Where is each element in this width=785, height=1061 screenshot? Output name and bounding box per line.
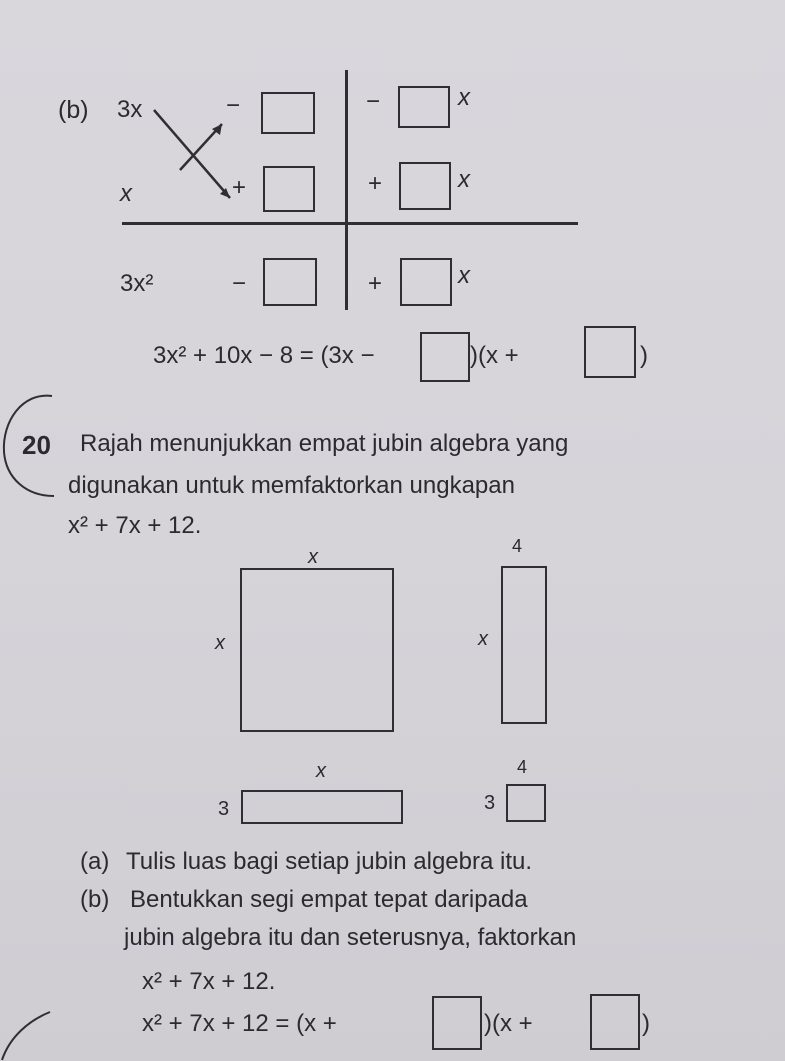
- q20-equation-end: ): [642, 1010, 650, 1037]
- q20-equation-blank-box-2[interactable]: [590, 994, 640, 1050]
- row2-mid-sign: +: [232, 174, 247, 201]
- result-mid-sign: −: [232, 270, 247, 297]
- result-left-term: 3x²: [120, 270, 154, 297]
- result-mid-blank-box[interactable]: [263, 258, 317, 306]
- big-square-tile: [240, 568, 394, 732]
- small-tile-side-label: 3: [484, 792, 496, 814]
- wide-tile-side-label: 3: [218, 798, 230, 820]
- row2-right-var: x: [458, 166, 470, 193]
- result-right-var: x: [458, 262, 470, 289]
- wide-tile-top-label: x: [316, 760, 326, 782]
- part-b-equation-mid: )(x +: [470, 342, 519, 369]
- question-text-line2: digunakan untuk memfaktorkan ungkapan: [68, 472, 515, 499]
- q20-part-b-label: (b): [80, 886, 110, 913]
- sum-horizontal-line: [122, 222, 578, 225]
- row1-right-var: x: [458, 84, 470, 111]
- tall-rect-tile: [501, 566, 547, 724]
- row1-right-blank-box[interactable]: [398, 86, 450, 128]
- question-text-line1: Rajah menunjukkan empat jubin algebra yang: [80, 430, 569, 457]
- q20-equation-mid: )(x +: [484, 1010, 533, 1037]
- page-corner-curve-icon: [0, 1010, 60, 1061]
- part-a-text: Tulis luas bagi setiap jubin algebra itu.: [126, 848, 533, 875]
- big-tile-top-label: x: [308, 546, 318, 568]
- tall-tile-top-label: 4: [512, 536, 523, 556]
- equation-blank-box-2[interactable]: [584, 326, 636, 378]
- tall-tile-side-label: x: [478, 628, 488, 650]
- row1-right-sign: −: [366, 88, 381, 115]
- row1-mid-blank-box[interactable]: [261, 92, 315, 134]
- result-right-blank-box[interactable]: [400, 258, 452, 306]
- part-b-equation-end: ): [640, 342, 648, 369]
- equation-blank-box-1[interactable]: [420, 332, 470, 382]
- vertical-divider: [345, 70, 348, 310]
- row2-mid-blank-box[interactable]: [263, 166, 315, 212]
- q20-equation-blank-box-1[interactable]: [432, 996, 482, 1050]
- small-tile-top-label: 4: [517, 757, 528, 777]
- row2-right-blank-box[interactable]: [399, 162, 451, 210]
- question-text-line3: x² + 7x + 12.: [68, 512, 202, 539]
- cross-row1-left-term: 3x: [117, 96, 143, 123]
- q20-equation-left: x² + 7x + 12 = (x +: [142, 1010, 337, 1037]
- question-number: 20: [22, 430, 51, 460]
- q20-part-b-line1: Bentukkan segi empat tepat daripada: [130, 886, 528, 913]
- part-b-label: (b): [58, 96, 89, 124]
- row1-mid-sign: −: [226, 92, 241, 119]
- q20-part-b-line2: jubin algebra itu dan seterusnya, faktorkan: [124, 924, 577, 951]
- part-b-equation-left: 3x² + 10x − 8 = (3x −: [153, 342, 375, 369]
- big-tile-side-label: x: [215, 632, 225, 654]
- cross-row2-left-term: x: [120, 180, 132, 207]
- result-right-sign: +: [368, 270, 383, 297]
- small-square-tile: [506, 784, 546, 822]
- wide-rect-tile: [241, 790, 403, 824]
- q20-part-b-line3: x² + 7x + 12.: [142, 968, 276, 995]
- row2-right-sign: +: [368, 170, 383, 197]
- part-a-label: (a): [80, 848, 110, 875]
